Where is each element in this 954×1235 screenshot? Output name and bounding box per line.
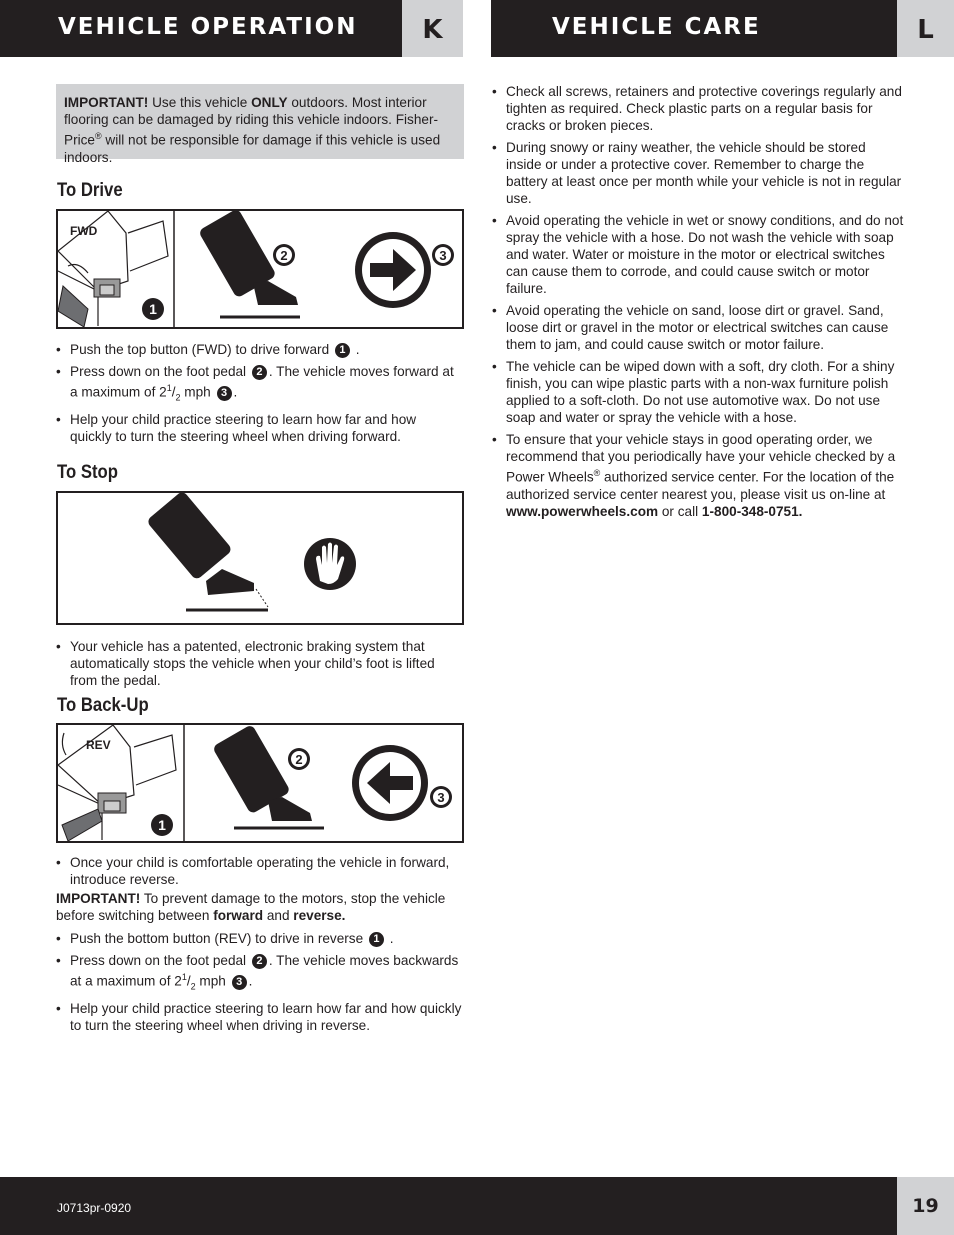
- step-2-icon: 2: [252, 954, 267, 969]
- bullet-text: mph: [195, 973, 226, 989]
- header-bar-right: [491, 0, 897, 57]
- care-text: Check all screws, retainers and protective coverings regularly and tighten as required. Check plastic parts on a regular basis for cracks or broken pieces.: [506, 84, 902, 133]
- badge-3: 3: [437, 790, 445, 805]
- fraction-den: 2: [175, 392, 181, 403]
- figure-backup: [56, 723, 464, 843]
- step-3-icon: 3: [232, 975, 247, 990]
- step-3-icon: 3: [217, 386, 232, 401]
- drive-bullet-3: [56, 411, 456, 445]
- section-title-vehicle-operation: VEHICLE OPERATION: [58, 14, 358, 40]
- drive-illustration: [58, 211, 462, 327]
- step-1-icon: 1: [369, 932, 384, 947]
- badge-1: 1: [158, 817, 166, 833]
- word-and: and: [263, 908, 294, 923]
- care-item: [492, 358, 904, 426]
- care-item-service: [492, 431, 904, 520]
- website-link[interactable]: www.powerwheels.com: [506, 503, 659, 519]
- fraction-slash: /: [186, 973, 191, 989]
- care-item: [492, 212, 904, 297]
- vehicle-care-list: [492, 83, 904, 525]
- bullet-text: Help your child practice steering to learn how far and how quickly to turn the steering wheel when driving forward.: [70, 412, 417, 445]
- backup-important-lead: IMPORTANT!: [56, 891, 141, 906]
- registered-mark: ®: [94, 131, 102, 141]
- bullet-text: .: [355, 342, 360, 357]
- heading-to-stop: To Stop: [57, 462, 118, 483]
- care-text: authorized service center. For the location of the authorized service center nearest you, please visit us on-line at: [506, 469, 895, 502]
- stop-bullet-1: [56, 638, 456, 689]
- bullet-text: Press down on the foot pedal: [70, 953, 247, 968]
- heading-to-backup: To Back-Up: [57, 695, 149, 716]
- rev-label: REV: [86, 738, 111, 752]
- bullet-text: .: [233, 384, 238, 400]
- note-lead: IMPORTANT!: [64, 95, 149, 110]
- care-text: or call: [658, 503, 702, 519]
- note-only: ONLY: [251, 95, 288, 110]
- care-item: [492, 302, 904, 353]
- bullet-text: .: [389, 931, 394, 946]
- note-text: outdoors. Most interior flooring can be damaged by riding this vehicle indoors. Fisher-Price: [64, 95, 439, 148]
- header-bar-left: [0, 0, 402, 57]
- footer-bar: [0, 1177, 897, 1235]
- care-item: [492, 83, 904, 134]
- drive-bullet-1: [56, 341, 456, 358]
- badge-3: 3: [439, 248, 447, 263]
- care-item: [492, 139, 904, 207]
- backup-bullet-4: [56, 1000, 468, 1034]
- fraction-den: 2: [190, 981, 196, 992]
- drive-bullet-2: [56, 363, 456, 406]
- bullet-text: Push the bottom button (REV) to drive in reverse: [70, 931, 364, 946]
- care-text: Avoid operating the vehicle in wet or snowy conditions, and do not spray the vehicle with a hose. Do not wash the vehicle with soap and water. Water or moisture in the motor or electrical switches can cause them to corrode, and could cause switch or motor failure.: [506, 213, 904, 296]
- bullet-text: . The vehicle moves forward at a maximum of 2: [70, 364, 454, 400]
- section-tab-k: K: [402, 0, 463, 57]
- page-number: 19: [897, 1177, 954, 1235]
- stop-illustration: [58, 493, 462, 623]
- badge-1: 1: [149, 301, 157, 317]
- backup-bullet-1: [56, 854, 468, 888]
- figure-stop: [56, 491, 464, 625]
- fwd-label: FWD: [70, 224, 98, 238]
- word-reverse: reverse.: [293, 908, 346, 923]
- bullet-text: Press down on the foot pedal: [70, 364, 247, 379]
- phone-number: 1-800-348-0751.: [701, 503, 803, 519]
- figure-drive: [56, 209, 464, 329]
- stop-bullets: [56, 638, 456, 694]
- backup-illustration: [58, 725, 462, 841]
- backup-bullet-2: [56, 930, 468, 947]
- bullet-text: . The vehicle moves backwards at a maximum of 2: [70, 953, 459, 989]
- fraction-slash: /: [171, 384, 176, 400]
- document-code: J0713pr-0920: [57, 1201, 132, 1215]
- note-text: will not be responsible for damage if this vehicle is used indoors.: [64, 132, 441, 165]
- badge-2: 2: [280, 248, 288, 263]
- section-title-vehicle-care: VEHICLE CARE: [552, 14, 761, 40]
- fraction-num: 1: [166, 383, 172, 393]
- care-text: Avoid operating the vehicle on sand, loose dirt or gravel. Sand, loose dirt or gravel in the motor or electrical switches can cause them to jam, and could cause switch or motor failure.: [506, 303, 889, 352]
- section-tab-l: L: [897, 0, 954, 57]
- care-text: The vehicle can be wiped down with a soft, dry cloth. For a shiny finish, you can wipe plastic parts with a non-wax furniture polish applied to a soft-cloth. Do not use automotive wax. Do not use soap and water or spray the vehicle with a hose.: [506, 359, 895, 425]
- care-text: To ensure that your vehicle stays in good operating order, we recommend that you periodically have your vehicle checked by a Power Wheels: [506, 432, 896, 485]
- step-2-icon: 2: [252, 365, 267, 380]
- important-note: [56, 84, 464, 165]
- heading-to-drive: To Drive: [57, 180, 123, 201]
- backup-important-text: To prevent damage to the motors, stop the vehicle before switching between: [56, 891, 446, 923]
- fraction-num: 1: [181, 972, 187, 982]
- bullet-text: Once your child is comfortable operating the vehicle in forward, introduce reverse.: [70, 855, 450, 887]
- registered-mark: ®: [593, 468, 601, 478]
- badge-2: 2: [295, 752, 303, 767]
- word-forward: forward: [213, 908, 264, 923]
- step-1-icon: 1: [335, 343, 350, 358]
- bullet-text: mph: [180, 384, 211, 400]
- bullet-text: .: [248, 973, 253, 989]
- backup-text: [56, 854, 468, 1039]
- bullet-text: Push the top button (FWD) to drive forward: [70, 342, 330, 357]
- note-text: Use this vehicle: [148, 95, 252, 110]
- care-text: During snowy or rainy weather, the vehicle should be stored inside or under a protective cover. Remember to charge the battery at least once per month while your vehicle is not in regular use.: [506, 140, 902, 206]
- backup-important: [56, 890, 468, 924]
- drive-bullets: [56, 341, 456, 450]
- bullet-text: Your vehicle has a patented, electronic braking system that automatically stops the vehicle when your child’s foot is lifted from the pedal.: [70, 639, 435, 688]
- backup-bullet-3: [56, 952, 468, 995]
- bullet-text: Help your child practice steering to learn how far and how quickly to turn the steering wheel when driving in reverse.: [70, 1001, 462, 1034]
